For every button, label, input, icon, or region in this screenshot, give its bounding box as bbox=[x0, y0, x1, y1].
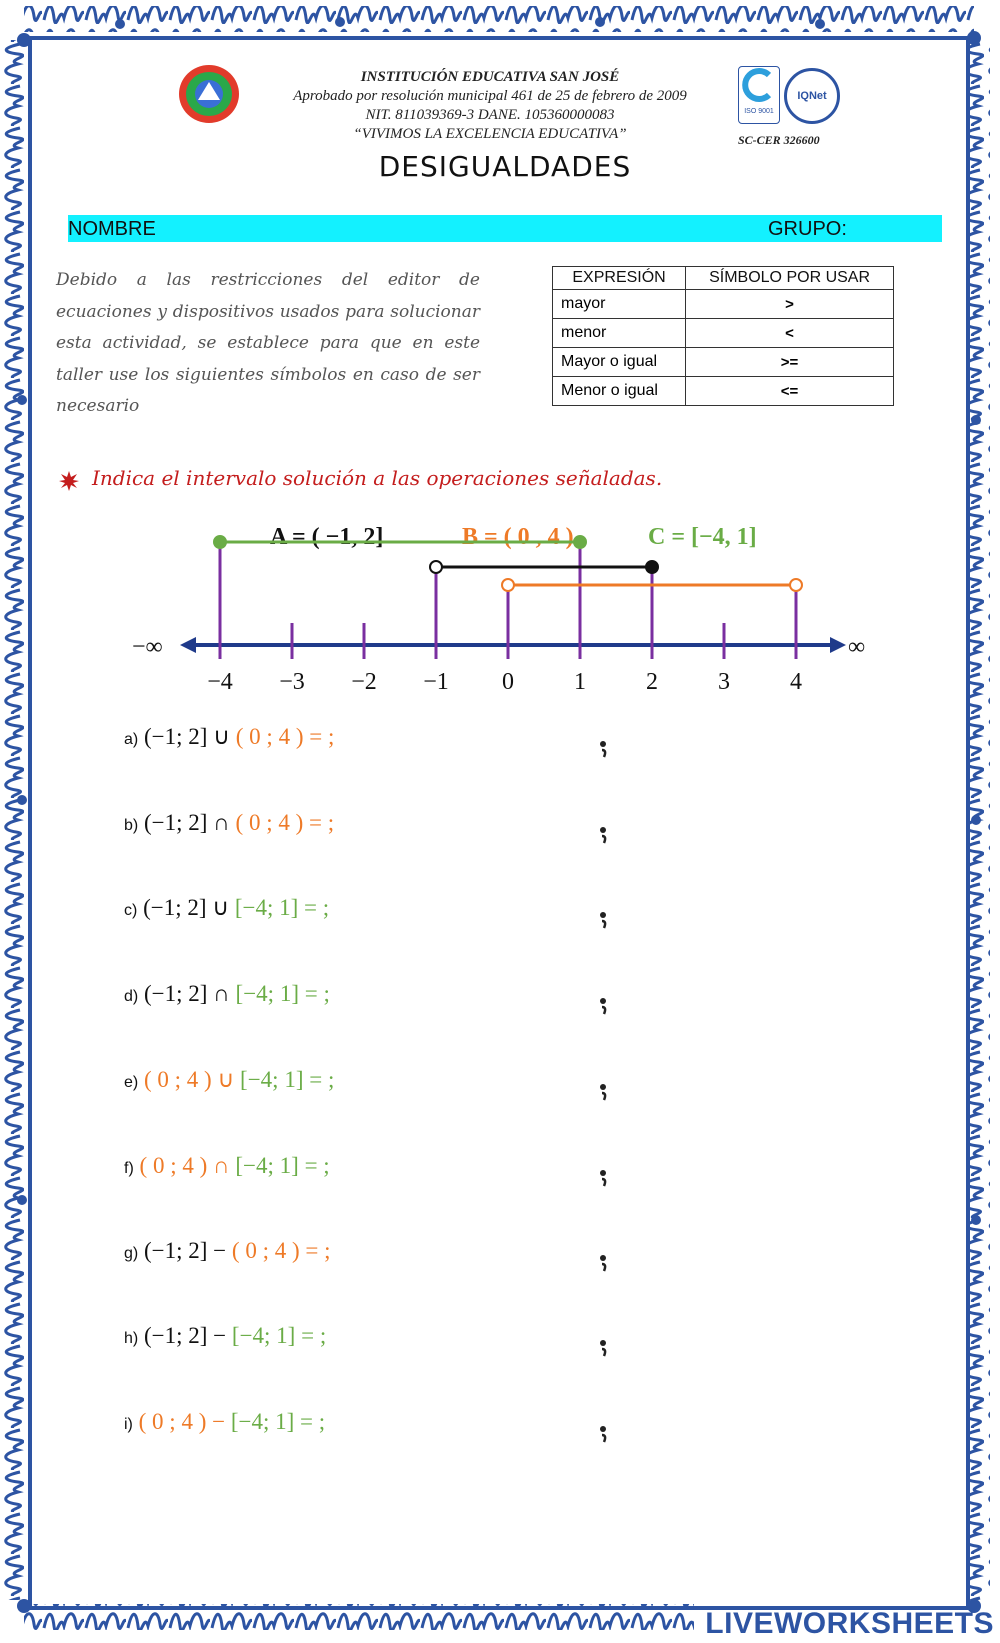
semicolon-icon bbox=[598, 736, 612, 758]
exercise-right-set: [−4; 1] bbox=[240, 1067, 304, 1092]
semicolon-icon bbox=[598, 1165, 612, 1187]
exercise-operator: ∩ bbox=[213, 981, 230, 1006]
exercise-equals: = ; bbox=[309, 1067, 335, 1092]
resolution-line: Aprobado por resolución municipal 461 de 25 de febrero de 2009 bbox=[293, 88, 687, 104]
exercise-item bbox=[124, 724, 334, 750]
set-a-start-point bbox=[430, 561, 442, 573]
set-a-end-point bbox=[646, 561, 658, 573]
semicolon-icon bbox=[598, 822, 612, 844]
answer-input[interactable] bbox=[598, 1421, 612, 1443]
answer-input[interactable] bbox=[598, 907, 612, 929]
exercise-left-set: ( 0 ; 4 ) bbox=[138, 1409, 207, 1434]
exercise-item bbox=[124, 810, 334, 836]
exercise-left-set: (−1; 2] bbox=[143, 981, 208, 1006]
iqnet-text: IQNet bbox=[797, 90, 827, 102]
name-label: NOMBRE bbox=[68, 218, 156, 240]
expression-cell: Mayor o igual bbox=[553, 348, 686, 377]
tick-label: −3 bbox=[279, 669, 305, 695]
table-row bbox=[553, 319, 894, 348]
exercise-equals: = ; bbox=[309, 724, 335, 749]
symbol-cell: >= bbox=[686, 348, 894, 377]
iso-text: ISO 9001 bbox=[744, 108, 774, 115]
set-c-end-point bbox=[574, 536, 586, 548]
exercise-right-set: [−4; 1] bbox=[230, 1409, 295, 1434]
answer-input[interactable] bbox=[598, 822, 612, 844]
exercise-right-set: ( 0 ; 4 ) bbox=[231, 1238, 300, 1263]
exercise-label: c) bbox=[124, 902, 138, 919]
tick-label: 3 bbox=[718, 669, 730, 695]
exercise-left-set: ( 0 ; 4 ) bbox=[139, 1153, 208, 1178]
exercise-equals: = ; bbox=[305, 1238, 331, 1263]
exercise-item bbox=[124, 1409, 325, 1435]
watermark: LIVEWORKSHEETS bbox=[705, 1607, 994, 1640]
exercise-label: i) bbox=[124, 1416, 133, 1433]
pos-infinity: ∞ bbox=[848, 634, 866, 660]
exercise-operator: ∩ bbox=[213, 1153, 230, 1178]
semicolon-icon bbox=[598, 1079, 612, 1101]
set-b-end-point bbox=[790, 579, 802, 591]
set-c-start-point bbox=[214, 536, 226, 548]
exercise-right-set: [−4; 1] bbox=[231, 1323, 296, 1348]
exercise-equals: = ; bbox=[304, 1153, 330, 1178]
exercise-left-set: ( 0 ; 4 ) bbox=[143, 1067, 212, 1092]
exercise-left-set: (−1; 2] bbox=[143, 1238, 208, 1263]
exercise-label: f) bbox=[124, 1160, 134, 1177]
exercise-item bbox=[124, 1323, 326, 1349]
table-row bbox=[553, 290, 894, 319]
symbols-notice: Debido a las restricciones del editor de ecuaciones y dispositivos usados para solucionar esta actividad, se establece para que en este taller use los siguientes símbolos en caso de ser necesario bbox=[56, 270, 480, 416]
exercise-right-set: [−4; 1] bbox=[235, 1153, 299, 1178]
exercise-item bbox=[124, 895, 329, 921]
tick-label: 0 bbox=[502, 669, 514, 695]
semicolon-icon bbox=[598, 907, 612, 929]
exercise-right-set: [−4; 1] bbox=[235, 981, 299, 1006]
exercise-label: d) bbox=[124, 988, 139, 1005]
symbol-cell: < bbox=[686, 319, 894, 348]
exercise-label: g) bbox=[124, 1245, 139, 1262]
exercise-item bbox=[124, 1153, 330, 1179]
page-title: DESIGUALDADES bbox=[378, 150, 632, 183]
exercise-operator: − bbox=[213, 1323, 227, 1348]
axis-arrow-left bbox=[180, 637, 196, 653]
expression-cell: mayor bbox=[553, 290, 686, 319]
exercise-operator: − bbox=[212, 1409, 226, 1434]
group-label: GRUPO: bbox=[768, 218, 847, 240]
semicolon-icon bbox=[598, 1335, 612, 1357]
header-symbol: SÍMBOLO POR USAR bbox=[686, 267, 894, 290]
table-row bbox=[553, 377, 894, 406]
answer-input[interactable] bbox=[598, 1335, 612, 1357]
set-b-start-point bbox=[502, 579, 514, 591]
answer-input[interactable] bbox=[598, 993, 612, 1015]
exercise-operator: ∪ bbox=[213, 724, 231, 749]
exercise-item bbox=[124, 981, 330, 1007]
exercise-item bbox=[124, 1067, 334, 1093]
certification-code: SC-CER 326600 bbox=[738, 133, 820, 147]
answer-input[interactable] bbox=[598, 736, 612, 758]
exercise-item bbox=[124, 1238, 331, 1264]
tick-label: −2 bbox=[351, 669, 377, 695]
exercise-left-set: (−1; 2] bbox=[143, 1323, 208, 1348]
exercise-equals: = ; bbox=[309, 810, 335, 835]
bullet-icon bbox=[58, 470, 80, 492]
exercise-equals: = ; bbox=[301, 1323, 327, 1348]
tick-label: 4 bbox=[790, 669, 802, 695]
instruction-text: Indica el intervalo solución a las operaciones señaladas. bbox=[92, 466, 663, 490]
neg-infinity: −∞ bbox=[132, 634, 163, 660]
set-b-label: B = ( 0 , 4 ) bbox=[462, 524, 574, 550]
answer-input[interactable] bbox=[598, 1165, 612, 1187]
answer-input[interactable] bbox=[598, 1079, 612, 1101]
set-c-label: C = [−4, 1] bbox=[648, 524, 757, 550]
motto-line: “VIVIMOS LA EXCELENCIA EDUCATIVA” bbox=[353, 126, 627, 142]
exercise-operator: − bbox=[213, 1238, 227, 1263]
expression-cell: menor bbox=[553, 319, 686, 348]
exercise-label: a) bbox=[124, 731, 139, 748]
exercise-operator: ∪ bbox=[212, 895, 230, 920]
tick-label: −1 bbox=[423, 669, 449, 695]
semicolon-icon bbox=[598, 1421, 612, 1443]
semicolon-icon bbox=[598, 1250, 612, 1272]
symbol-cell: <= bbox=[686, 377, 894, 406]
exercise-left-set: (−1; 2] bbox=[143, 810, 208, 835]
exercise-right-set: [−4; 1] bbox=[234, 895, 299, 920]
tick-label: 1 bbox=[574, 669, 586, 695]
tick-label: −4 bbox=[207, 669, 233, 695]
tick-label: 2 bbox=[646, 669, 658, 695]
exercise-label: e) bbox=[124, 1074, 139, 1091]
exercise-left-set: (−1; 2] bbox=[143, 895, 207, 920]
exercise-equals: = ; bbox=[304, 981, 330, 1006]
exercise-equals: = ; bbox=[300, 1409, 326, 1434]
answer-input[interactable] bbox=[598, 1250, 612, 1272]
expression-cell: Menor o igual bbox=[553, 377, 686, 406]
exercise-right-set: ( 0 ; 4 ) bbox=[235, 810, 304, 835]
nit-line: NIT. 811039369-3 DANE. 105360000083 bbox=[365, 107, 615, 123]
exercise-right-set: ( 0 ; 4 ) bbox=[235, 724, 304, 749]
table-row bbox=[553, 348, 894, 377]
set-a-label: A = ( −1, 2] bbox=[270, 524, 384, 550]
symbols-table bbox=[552, 266, 894, 406]
number-line bbox=[120, 520, 900, 700]
student-info-bar bbox=[68, 215, 942, 242]
exercise-operator: ∩ bbox=[213, 810, 230, 835]
exercise-operator: ∪ bbox=[217, 1067, 235, 1092]
semicolon-icon bbox=[598, 993, 612, 1015]
symbol-cell: > bbox=[686, 290, 894, 319]
exercise-left-set: (−1; 2] bbox=[143, 724, 208, 749]
exercise-equals: = ; bbox=[304, 895, 330, 920]
institution-name: INSTITUCIÓN EDUCATIVA SAN JOSÉ bbox=[360, 69, 620, 85]
exercise-label: b) bbox=[124, 817, 139, 834]
axis-arrow-right bbox=[830, 637, 846, 653]
exercise-label: h) bbox=[124, 1330, 139, 1347]
iqnet-logo bbox=[784, 68, 840, 124]
header-expression: EXPRESIÓN bbox=[553, 267, 686, 290]
